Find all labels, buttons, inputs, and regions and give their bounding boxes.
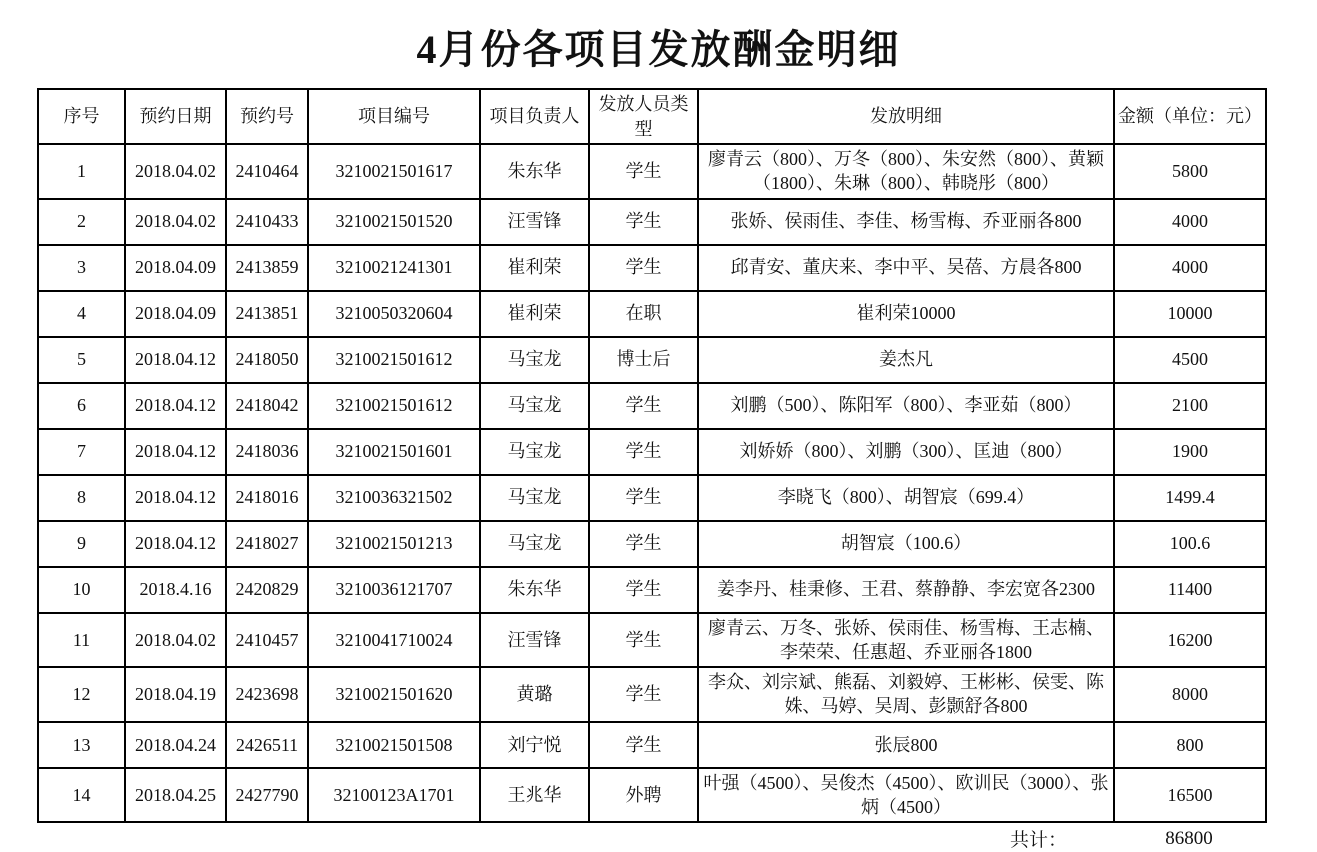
cell-booking-number: 2410433 [226, 199, 308, 245]
cell-recipient-type: 学生 [589, 567, 698, 613]
header-project-leader: 项目负责人 [480, 89, 589, 144]
header-serial: 序号 [38, 89, 125, 144]
cell-serial: 2 [38, 199, 125, 245]
cell-booking-number: 2427790 [226, 768, 308, 823]
table-row [38, 567, 1266, 613]
header-amount: 金额（单位：元） [1114, 89, 1266, 144]
cell-payment-details: 李晓飞（800）、胡智宸（699.4） [698, 475, 1114, 521]
cell-project-number: 3210036321502 [308, 475, 480, 521]
cell-project-number: 3210021501520 [308, 199, 480, 245]
cell-serial: 1 [38, 144, 125, 199]
cell-booking-date: 2018.04.09 [125, 245, 226, 291]
cell-booking-date: 2018.04.19 [125, 667, 226, 722]
cell-amount: 16200 [1114, 613, 1266, 668]
header-booking-number: 预约号 [226, 89, 308, 144]
cell-payment-details: 刘娇娇（800）、刘鹏（300）、匡迪（800） [698, 429, 1114, 475]
cell-project-leader: 王兆华 [480, 768, 589, 823]
cell-recipient-type: 学生 [589, 613, 698, 668]
cell-amount: 1900 [1114, 429, 1266, 475]
cell-project-number: 3210021501508 [308, 722, 480, 768]
table-row [38, 475, 1266, 521]
cell-payment-details: 刘鹏（500）、陈阳军（800）、李亚茹（800） [698, 383, 1114, 429]
cell-booking-date: 2018.04.02 [125, 613, 226, 668]
cell-project-leader: 朱东华 [480, 144, 589, 199]
cell-payment-details: 叶强（4500）、吴俊杰（4500）、欧训民（3000）、张炳（4500） [698, 768, 1114, 823]
cell-project-leader: 崔利荣 [480, 291, 589, 337]
cell-serial: 11 [38, 613, 125, 668]
table-row [38, 144, 1266, 199]
payment-table [37, 88, 1267, 823]
cell-project-leader: 马宝龙 [480, 383, 589, 429]
cell-booking-number: 2418016 [226, 475, 308, 521]
cell-amount: 8000 [1114, 667, 1266, 722]
header-booking-date: 预约日期 [125, 89, 226, 144]
table-header-row [38, 89, 1266, 144]
cell-booking-date: 2018.4.16 [125, 567, 226, 613]
cell-recipient-type: 学生 [589, 429, 698, 475]
cell-project-leader: 朱东华 [480, 567, 589, 613]
cell-project-number: 3210021501601 [308, 429, 480, 475]
cell-project-leader: 汪雪锋 [480, 613, 589, 668]
table-row [38, 383, 1266, 429]
cell-booking-date: 2018.04.02 [125, 199, 226, 245]
cell-payment-details: 姜杰凡 [698, 337, 1114, 383]
cell-payment-details: 姜李丹、桂秉修、王君、蔡静静、李宏宽各2300 [698, 567, 1114, 613]
cell-amount: 11400 [1114, 567, 1266, 613]
cell-booking-number: 2418036 [226, 429, 308, 475]
cell-booking-date: 2018.04.24 [125, 722, 226, 768]
cell-project-number: 3210021241301 [308, 245, 480, 291]
table-row [38, 521, 1266, 567]
cell-booking-number: 2423698 [226, 667, 308, 722]
cell-recipient-type: 学生 [589, 521, 698, 567]
cell-serial: 9 [38, 521, 125, 567]
table-row [38, 245, 1266, 291]
header-recipient-type: 发放人员类型 [589, 89, 698, 144]
cell-project-leader: 黄璐 [480, 667, 589, 722]
cell-project-leader: 马宝龙 [480, 475, 589, 521]
cell-amount: 10000 [1114, 291, 1266, 337]
table-row [38, 429, 1266, 475]
cell-project-number: 3210021501213 [308, 521, 480, 567]
cell-project-number: 3210021501612 [308, 337, 480, 383]
cell-payment-details: 廖青云、万冬、张娇、侯雨佳、杨雪梅、王志楠、李荣荣、任惠超、乔亚丽各1800 [698, 613, 1114, 668]
cell-serial: 8 [38, 475, 125, 521]
cell-serial: 7 [38, 429, 125, 475]
cell-booking-number: 2410457 [226, 613, 308, 668]
cell-recipient-type: 学生 [589, 144, 698, 199]
cell-payment-details: 崔利荣10000 [698, 291, 1114, 337]
cell-amount: 4000 [1114, 245, 1266, 291]
cell-amount: 16500 [1114, 768, 1266, 823]
cell-project-leader: 马宝龙 [480, 337, 589, 383]
cell-serial: 10 [38, 567, 125, 613]
cell-amount: 1499.4 [1114, 475, 1266, 521]
cell-recipient-type: 学生 [589, 475, 698, 521]
cell-recipient-type: 博士后 [589, 337, 698, 383]
cell-serial: 12 [38, 667, 125, 722]
cell-booking-date: 2018.04.12 [125, 383, 226, 429]
header-payment-details: 发放明细 [698, 89, 1114, 144]
table-body [38, 144, 1266, 822]
table-row [38, 291, 1266, 337]
cell-booking-number: 2418027 [226, 521, 308, 567]
cell-project-leader: 马宝龙 [480, 521, 589, 567]
cell-booking-number: 2426511 [226, 722, 308, 768]
cell-amount: 2100 [1114, 383, 1266, 429]
cell-project-number: 3210021501620 [308, 667, 480, 722]
cell-project-leader: 崔利荣 [480, 245, 589, 291]
cell-project-number: 3210021501612 [308, 383, 480, 429]
table-row [38, 667, 1266, 722]
table-row [38, 199, 1266, 245]
cell-project-leader: 刘宁悦 [480, 722, 589, 768]
table-footer [37, 825, 1265, 852]
cell-amount: 800 [1114, 722, 1266, 768]
cell-booking-date: 2018.04.02 [125, 144, 226, 199]
cell-serial: 5 [38, 337, 125, 383]
cell-booking-number: 2418042 [226, 383, 308, 429]
cell-booking-date: 2018.04.12 [125, 521, 226, 567]
table-row [38, 613, 1266, 668]
cell-amount: 4500 [1114, 337, 1266, 383]
table-row [38, 337, 1266, 383]
cell-project-leader: 汪雪锋 [480, 199, 589, 245]
cell-payment-details: 张辰800 [698, 722, 1114, 768]
cell-payment-details: 廖青云（800）、万冬（800）、朱安然（800）、黄颖（1800）、朱琳（800）、韩晓彤（800） [698, 144, 1114, 199]
cell-project-leader: 马宝龙 [480, 429, 589, 475]
cell-project-number: 3210050320604 [308, 291, 480, 337]
cell-recipient-type: 外聘 [589, 768, 698, 823]
cell-recipient-type: 学生 [589, 245, 698, 291]
cell-serial: 4 [38, 291, 125, 337]
cell-amount: 4000 [1114, 199, 1266, 245]
table-row [38, 768, 1266, 823]
page-title: 4月份各项目发放酬金明细 [416, 27, 901, 72]
cell-recipient-type: 学生 [589, 667, 698, 722]
cell-recipient-type: 学生 [589, 199, 698, 245]
cell-serial: 6 [38, 383, 125, 429]
cell-booking-number: 2413859 [226, 245, 308, 291]
cell-project-number: 3210021501617 [308, 144, 480, 199]
cell-project-number: 3210041710024 [308, 613, 480, 668]
cell-amount: 100.6 [1114, 521, 1266, 567]
cell-serial: 14 [38, 768, 125, 823]
cell-recipient-type: 在职 [589, 291, 698, 337]
cell-booking-date: 2018.04.09 [125, 291, 226, 337]
cell-payment-details: 邱青安、董庆来、李中平、吴蓓、方晨各800 [698, 245, 1114, 291]
cell-booking-number: 2413851 [226, 291, 308, 337]
total-value: 86800 [1165, 827, 1213, 849]
cell-payment-details: 张娇、侯雨佳、李佳、杨雪梅、乔亚丽各800 [698, 199, 1114, 245]
cell-booking-number: 2420829 [226, 567, 308, 613]
cell-booking-date: 2018.04.12 [125, 475, 226, 521]
cell-recipient-type: 学生 [589, 383, 698, 429]
cell-project-number: 32100123A1701 [308, 768, 480, 823]
cell-amount: 5800 [1114, 144, 1266, 199]
cell-recipient-type: 学生 [589, 722, 698, 768]
table-row [38, 722, 1266, 768]
cell-booking-number: 2410464 [226, 144, 308, 199]
cell-serial: 3 [38, 245, 125, 291]
total-label: 共计： [1009, 830, 1067, 852]
cell-booking-date: 2018.04.12 [125, 337, 226, 383]
header-project-number: 项目编号 [308, 89, 480, 144]
cell-booking-date: 2018.04.25 [125, 768, 226, 823]
cell-project-number: 3210036121707 [308, 567, 480, 613]
cell-payment-details: 胡智宸（100.6） [698, 521, 1114, 567]
cell-booking-number: 2418050 [226, 337, 308, 383]
cell-booking-date: 2018.04.12 [125, 429, 226, 475]
cell-payment-details: 李众、刘宗斌、熊磊、刘毅婷、王彬彬、侯雯、陈姝、马婷、吴周、彭颢舒各800 [698, 667, 1114, 722]
cell-serial: 13 [38, 722, 125, 768]
